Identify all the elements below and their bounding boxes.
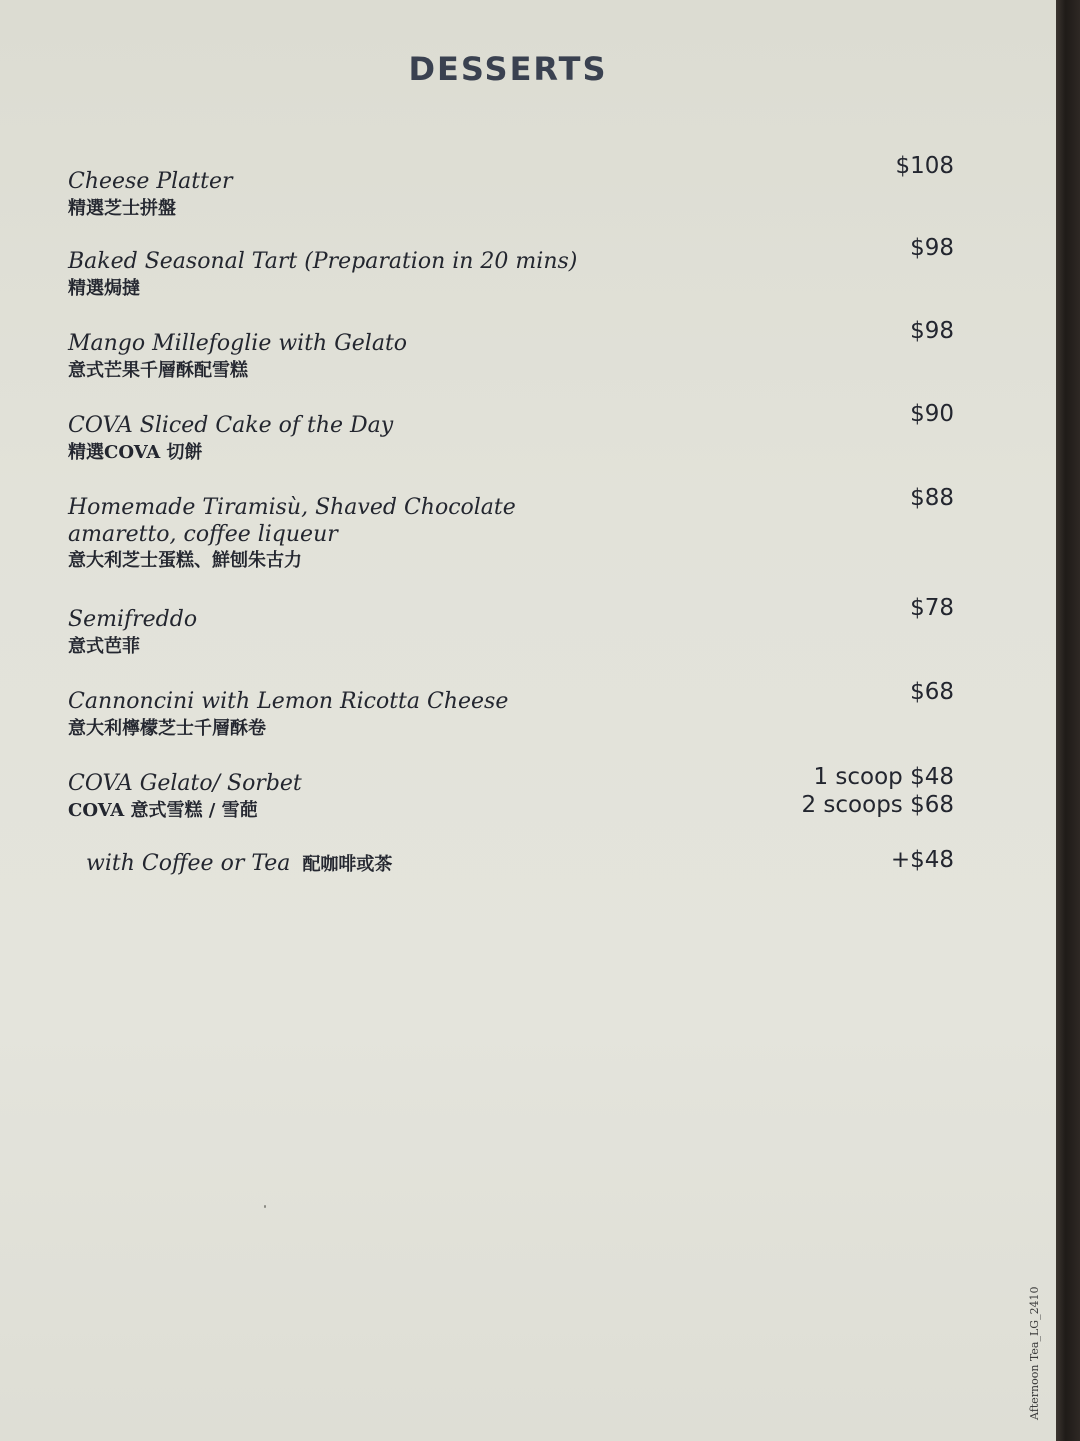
item-price: $68 [910, 679, 954, 705]
menu-item-gelato [68, 770, 668, 824]
item-price: $78 [910, 595, 954, 621]
item-chinese-name: 意式芒果千層酥配雪糕 [68, 360, 248, 381]
item-price-double-scoop: 2 scoops $68 [801, 792, 954, 818]
item-chinese-name: 意大利檸檬芝士千層酥卷 [68, 718, 266, 739]
item-description: amaretto, coffee liqueur [68, 522, 338, 547]
item-chinese-name: 精選焗撻 [68, 278, 140, 299]
menu-item-semifreddo [68, 606, 668, 660]
menu-item-baked-tart [68, 248, 668, 302]
menu-footer-code: Afternoon Tea_LG_2410 [1028, 1286, 1041, 1420]
menu-item-cannoncini [68, 688, 668, 742]
item-chinese-name: 意式芭菲 [68, 636, 140, 657]
item-price: $98 [910, 235, 954, 261]
menu-addon-coffee-tea [86, 850, 392, 878]
item-chinese-name: 精選芝士拼盤 [68, 198, 176, 219]
addon-name: with Coffee or Tea [86, 851, 291, 876]
menu-item-mango-millefoglie [68, 330, 668, 384]
item-price-single-scoop: 1 scoop $48 [813, 764, 954, 790]
item-name: Semifreddo [68, 607, 198, 632]
menu-item-sliced-cake [68, 412, 668, 466]
item-name: Mango Millefoglie with Gelato [68, 331, 408, 356]
item-name: Homemade Tiramisù, Shaved Chocolate [68, 495, 516, 520]
item-name: COVA Gelato/ Sorbet [68, 771, 302, 796]
item-name: Cheese Platter [68, 169, 233, 194]
item-name: COVA Sliced Cake of the Day [68, 413, 394, 438]
paper-speck [264, 1205, 266, 1208]
item-name: Cannoncini with Lemon Ricotta Cheese [68, 689, 509, 714]
item-chinese-name: COVA 意式雪糕 / 雪葩 [68, 800, 258, 821]
item-chinese-name: 意大利芝士蛋糕、鮮刨朱古力 [68, 550, 302, 571]
menu-binding-edge [1056, 0, 1080, 1441]
addon-price: +$48 [890, 847, 954, 873]
item-name: Baked Seasonal Tart (Preparation in 20 mins) [68, 249, 578, 274]
menu-item-cheese-platter [68, 168, 668, 222]
addon-chinese-name: 配咖啡或茶 [302, 854, 393, 875]
item-price: $88 [910, 485, 954, 511]
menu-title: DESSERTS [408, 50, 608, 88]
menu-item-tiramisu [68, 494, 668, 574]
item-price: $108 [895, 153, 954, 179]
item-price: $90 [910, 401, 954, 427]
item-price: $98 [910, 318, 954, 344]
item-chinese-name: 精選COVA 切餅 [68, 442, 203, 463]
